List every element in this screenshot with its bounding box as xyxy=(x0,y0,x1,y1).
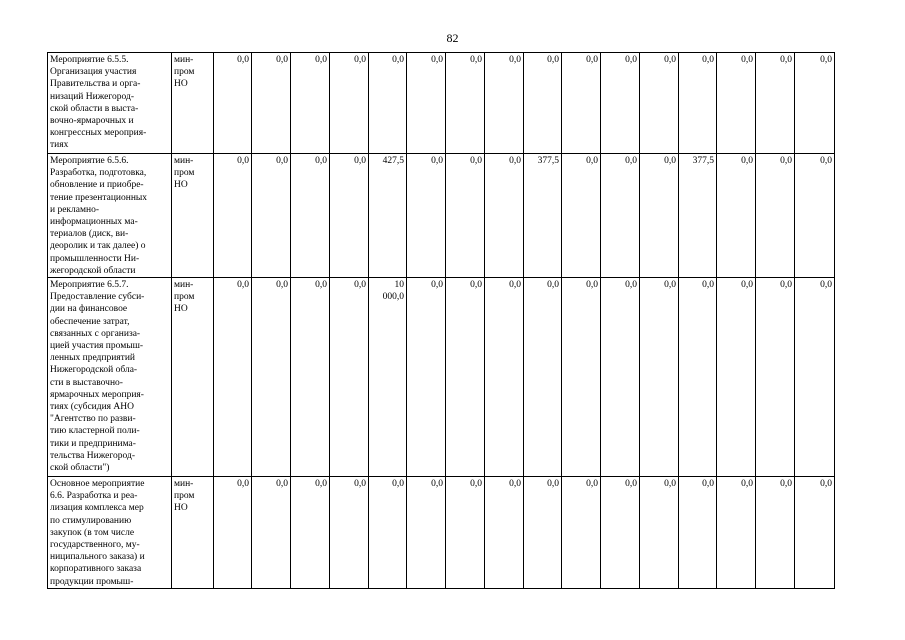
description-line: и рекламно- xyxy=(50,204,100,215)
executor-cell xyxy=(172,477,214,589)
description-line: корпоративного заказа xyxy=(50,564,142,575)
value-cell: 0,0 xyxy=(601,278,640,477)
description-line: лизация комплекса мер xyxy=(50,503,144,514)
executor-line: НО xyxy=(174,304,188,315)
value-cell: 0,0 xyxy=(756,53,795,154)
description-line: по стимулированию xyxy=(50,515,132,526)
value-cell: 0,0 xyxy=(252,154,291,278)
description-line: информационных ма- xyxy=(50,217,138,228)
description-line: низаций Нижегород- xyxy=(50,91,134,102)
value-cell: 0,0 xyxy=(369,477,407,589)
value-cell: 0,0 xyxy=(601,477,640,589)
description-line: Правительства и орга- xyxy=(50,79,141,90)
value-cell: 0,0 xyxy=(640,477,679,589)
value-cell: 0,0 xyxy=(485,477,524,589)
value-cell: 0,0 xyxy=(252,53,291,154)
value-cell: 0,0 xyxy=(214,477,252,589)
value-cell: 0,0 xyxy=(330,53,369,154)
description-line: 6.6. Разработка и реа- xyxy=(50,491,138,502)
value-cell: 0,0 xyxy=(679,53,717,154)
description-line: продукции промыш- xyxy=(50,576,134,587)
executor-line: пром xyxy=(174,491,195,502)
activity-description-cell xyxy=(48,53,172,154)
value-cell: 0,0 xyxy=(640,278,679,477)
activity-description-cell xyxy=(48,278,172,477)
description-line: связанных с организа- xyxy=(50,328,141,339)
value-cell: 0,0 xyxy=(407,53,446,154)
value-cell: 0,0 xyxy=(524,477,562,589)
table-row xyxy=(48,278,835,477)
description-line: ярмарочных мероприя- xyxy=(50,389,144,400)
value-cell: 0,0 xyxy=(601,154,640,278)
value-cell: 10 000,0 xyxy=(369,278,407,477)
value-cell: 0,0 xyxy=(756,154,795,278)
description-line: Основное мероприятие xyxy=(50,479,145,490)
description-line: дии на финансовое xyxy=(50,304,128,315)
description-line: Организация участия xyxy=(50,67,137,78)
description-line: обновление и приобре- xyxy=(50,180,144,191)
executor-cell xyxy=(172,53,214,154)
value-cell: 0,0 xyxy=(407,278,446,477)
executor-line: пром xyxy=(174,168,195,179)
value-cell: 0,0 xyxy=(795,477,835,589)
value-cell: 0,0 xyxy=(756,278,795,477)
value-cell: 0,0 xyxy=(330,477,369,589)
description-line: териалов (диск, ви- xyxy=(50,229,129,240)
value-cell: 0,0 xyxy=(756,477,795,589)
value-cell: 0,0 xyxy=(562,477,601,589)
value-cell: 0,0 xyxy=(562,154,601,278)
description-line: ниципального заказа) и xyxy=(50,552,145,563)
value-cell: 0,0 xyxy=(524,53,562,154)
activity-description-cell xyxy=(48,154,172,278)
value-cell: 0,0 xyxy=(369,53,407,154)
executor-line: пром xyxy=(174,67,195,78)
value-cell: 0,0 xyxy=(291,278,330,477)
value-cell: 0,0 xyxy=(252,477,291,589)
value-cell: 0,0 xyxy=(717,477,756,589)
description-line: цией участия промыш- xyxy=(50,341,144,352)
value-cell: 427,5 xyxy=(369,154,407,278)
value-cell: 0,0 xyxy=(446,477,485,589)
value-cell: 0,0 xyxy=(214,53,252,154)
value-cell: 377,5 xyxy=(524,154,562,278)
value-cell: 0,0 xyxy=(640,154,679,278)
description-line: Мероприятие 6.5.7. xyxy=(50,280,129,291)
value-cell: 0,0 xyxy=(679,477,717,589)
description-line: Разработка, подготовка, xyxy=(50,168,147,179)
executor-cell xyxy=(172,278,214,477)
budget-table xyxy=(47,52,835,589)
value-cell: 0,0 xyxy=(795,53,835,154)
value-cell: 0,0 xyxy=(795,154,835,278)
value-cell: 0,0 xyxy=(640,53,679,154)
value-cell: 0,0 xyxy=(601,53,640,154)
description-line: государственного, му- xyxy=(50,540,140,551)
description-line: сти в выставочно- xyxy=(50,377,123,388)
value-cell: 0,0 xyxy=(485,154,524,278)
executor-line: НО xyxy=(174,79,188,90)
value-cell: 0,0 xyxy=(291,154,330,278)
description-line: жегородской области xyxy=(50,265,136,276)
executor-line: мин- xyxy=(174,280,194,291)
description-line: тиях (субсидия АНО xyxy=(50,402,134,413)
table-row xyxy=(48,53,835,154)
value-cell: 0,0 xyxy=(524,278,562,477)
value-cell: 0,0 xyxy=(291,53,330,154)
value-cell: 0,0 xyxy=(330,278,369,477)
description-line: обеспечение затрат, xyxy=(50,316,130,327)
executor-line: НО xyxy=(174,180,188,191)
value-cell: 0,0 xyxy=(717,154,756,278)
description-line: ской области") xyxy=(50,463,110,474)
value-cell: 0,0 xyxy=(214,154,252,278)
description-line: вочно-ярмарочных и xyxy=(50,116,134,127)
value-cell: 0,0 xyxy=(717,278,756,477)
value-cell: 0,0 xyxy=(446,278,485,477)
value-cell: 0,0 xyxy=(485,278,524,477)
value-cell: 0,0 xyxy=(717,53,756,154)
executor-line: мин- xyxy=(174,55,194,65)
description-line: тиях xyxy=(50,140,69,151)
value-cell: 0,0 xyxy=(795,278,835,477)
description-line: деоролик и так далее) о xyxy=(50,241,146,252)
value-cell: 0,0 xyxy=(446,154,485,278)
value-cell: 0,0 xyxy=(407,154,446,278)
executor-line: мин- xyxy=(174,156,194,166)
description-line: "Агентство по разви- xyxy=(50,414,136,425)
page-number: 82 xyxy=(446,31,459,45)
description-line: тию кластерной поли- xyxy=(50,426,140,437)
executor-line: НО xyxy=(174,503,188,514)
table-row xyxy=(48,477,835,589)
value-cell: 0,0 xyxy=(252,278,291,477)
description-line: Нижегородской обла- xyxy=(50,365,138,376)
description-line: Предоставление субси- xyxy=(50,292,145,303)
value-cell: 0,0 xyxy=(330,154,369,278)
description-line: конгрессных мероприя- xyxy=(50,128,147,139)
description-line: ленных предприятий xyxy=(50,353,135,364)
table-body xyxy=(48,53,835,589)
description-line: тельства Нижегород- xyxy=(50,450,135,461)
value-cell: 0,0 xyxy=(446,53,485,154)
value-cell: 0,0 xyxy=(562,278,601,477)
description-line: тение презентационных xyxy=(50,192,148,203)
executor-line: пром xyxy=(174,292,195,303)
description-line: ской области в выста- xyxy=(50,103,139,114)
description-line: промышленности Ни- xyxy=(50,253,140,264)
value-cell: 0,0 xyxy=(679,278,717,477)
value-cell: 0,0 xyxy=(214,278,252,477)
description-line: Мероприятие 6.5.5. xyxy=(50,55,129,65)
executor-line: мин- xyxy=(174,479,194,490)
description-line: тики и предпринима- xyxy=(50,438,136,449)
value-cell: 0,0 xyxy=(485,53,524,154)
description-line: Мероприятие 6.5.6. xyxy=(50,156,129,166)
description-line: закупок (в том числе xyxy=(50,527,135,538)
value-cell: 0,0 xyxy=(407,477,446,589)
activity-description-cell xyxy=(48,477,172,589)
value-cell: 0,0 xyxy=(291,477,330,589)
value-cell: 377,5 xyxy=(679,154,717,278)
executor-cell xyxy=(172,154,214,278)
table-row xyxy=(48,154,835,278)
value-cell: 0,0 xyxy=(562,53,601,154)
